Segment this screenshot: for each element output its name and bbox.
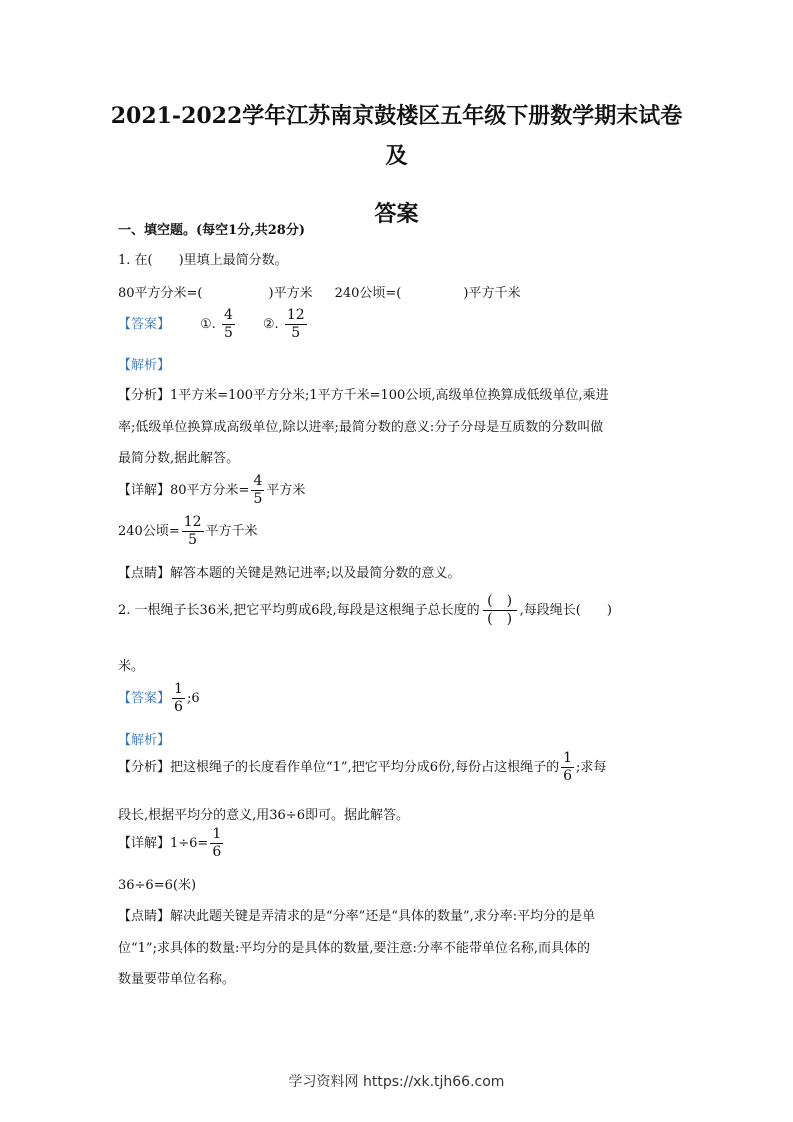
footer-watermark: 学习资料网 https://xk.tjh66.com (288, 1074, 505, 1090)
q2-detail-pre: 【详解】1÷6= (118, 836, 209, 851)
fraction-denominator: 5 (291, 325, 301, 341)
q2-stem-fraction (483, 593, 517, 628)
fraction-numerator: 1 (212, 826, 222, 842)
q1-detail-2 (118, 514, 258, 549)
q2-analysis-fraction (561, 750, 574, 785)
fraction-denominator: 5 (223, 325, 233, 341)
fraction-numerator: 4 (223, 307, 233, 323)
q1-ans2-mark: ②. (262, 317, 279, 332)
q2-tip-3: 数量要带单位名称。 (118, 972, 236, 987)
q1-answer (118, 307, 309, 342)
fraction-numerator: 1 (563, 750, 573, 766)
q1-blanks (118, 282, 520, 301)
q2-analysis-1-pre: 【分析】把这根绳子的长度看作单位“1”,把它平均分成6份,每份占这根绳子的 (118, 760, 560, 775)
fraction-numerator: 12 (183, 514, 202, 530)
q1-stem: 1. 在( )里填上最简分数。 (118, 253, 288, 268)
q1-blank-b-pre: 240公顷=( (334, 286, 402, 301)
q1-detail (118, 473, 305, 508)
q1-jiexi-tag: 【解析】 (118, 358, 171, 373)
q1-detail-fraction (251, 473, 264, 508)
fraction-denominator: ( ) (487, 611, 513, 627)
q2-detail-fraction (210, 826, 223, 861)
q2-jiexi-tag: 【解析】 (118, 733, 171, 748)
fraction-denominator: 5 (253, 491, 263, 507)
section-heading: 一、填空题。(每空1分,共28分) (118, 223, 305, 238)
title-line-1: 2021-2022学年江苏南京鼓楼区五年级下册数学期末试卷及 (110, 103, 683, 169)
q1-detail-pre: 【详解】80平方分米= (118, 483, 250, 498)
q1-answer-tag: 【答案】 (118, 317, 171, 332)
fraction-numerator: 4 (253, 473, 263, 489)
q2-stem-post: ,每段绳长( ) (519, 603, 612, 618)
q2-ans-fraction (172, 681, 185, 716)
document-title (110, 96, 683, 234)
q2-stem-pre: 2. 一根绳子长36米,把它平均剪成6段,每段是这根绳子总长度的 (118, 603, 480, 618)
q2-tip-1: 【点睛】解决此题关键是弄清求的是“分率”还是“具体的数量”,求分率:平均分的是单 (118, 909, 596, 924)
q2-stem (118, 593, 612, 628)
fraction-denominator: 6 (563, 768, 573, 784)
q1-analysis-1: 【分析】1平方米=100平方分米;1平方千米=100公顷,高级单位换算成低级单位,乘进 (118, 388, 609, 403)
q2-answer (118, 681, 200, 716)
q1-ans1-mark: ①. (200, 317, 216, 332)
q1-analysis-3: 最简分数,据此解答。 (118, 451, 240, 466)
q1-blank-b-post: )平方千米 (463, 286, 521, 301)
q2-tip-2: 位“1”;求具体的数量:平均分的是具体的数量,要注意:分率不能带单位名称,而具体的 (118, 941, 590, 956)
fraction-denominator: 6 (174, 699, 183, 715)
q1-detail-post: 平方米 (266, 483, 306, 498)
q1-detail2-fraction (182, 514, 204, 549)
q1-detail2-post: 平方千米 (205, 524, 258, 539)
q2-detail-2: 36÷6=6(米) (118, 878, 197, 893)
q2-detail (118, 826, 225, 861)
q2-analysis-1-post: ;求每 (576, 760, 607, 775)
q1-ans2-fraction (285, 307, 307, 342)
q2-ans-post: ;6 (186, 691, 200, 706)
q2-analysis-1 (118, 750, 606, 785)
fraction-numerator: 12 (286, 307, 305, 323)
q1-blank-a-pre: 80平方分米=( (118, 286, 203, 301)
fraction-denominator: 6 (212, 844, 222, 860)
q1-blank-a-post: )平方米 (268, 286, 313, 301)
q2-stem-line-2: 米。 (118, 659, 145, 674)
q1-analysis-2: 率;低级单位换算成高级单位,除以进率;最简分数的意义:分子分母是互质数的分数叫做 (118, 420, 604, 435)
q2-analysis-2: 段长,根据平均分的意义,用36÷6即可。据此解答。 (118, 808, 409, 823)
fraction-denominator: 5 (188, 532, 198, 548)
fraction-numerator: 1 (174, 681, 183, 697)
q2-answer-tag: 【答案】 (118, 691, 171, 706)
q1-tip: 【点睛】解答本题的关键是熟记进率;以及最简分数的意义。 (118, 566, 461, 581)
title-line-2: 答案 (374, 201, 419, 227)
fraction-numerator: ( ) (483, 593, 517, 611)
q1-ans1-fraction (222, 307, 235, 342)
q1-detail2-pre: 240公顷= (118, 524, 180, 539)
